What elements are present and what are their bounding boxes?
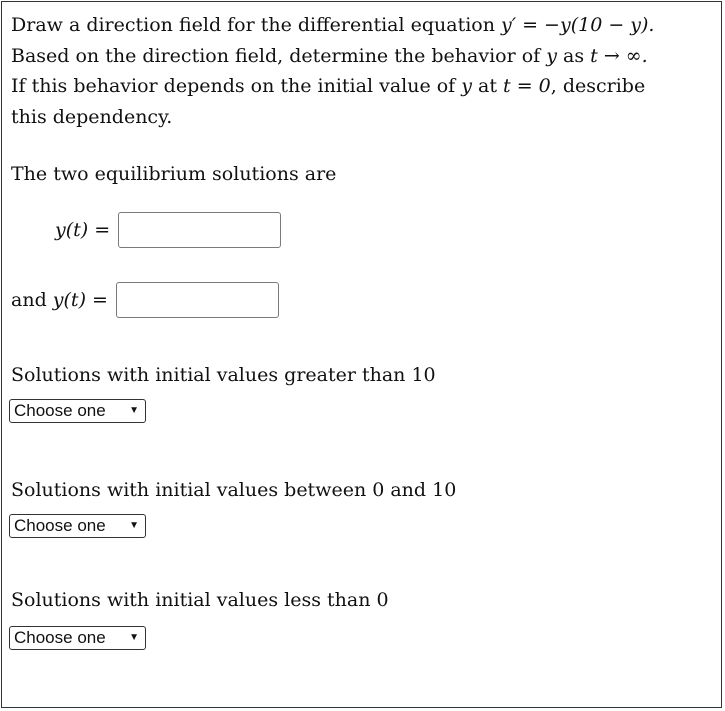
equilibrium-input-1[interactable] [118, 212, 281, 248]
dropdown-between-0-and-10[interactable] [9, 514, 146, 538]
equilibrium-label-2: and y(t) = [11, 289, 108, 311]
chevron-down-icon: ▼ [129, 632, 139, 643]
dropdown-selected-value: Choose one [14, 401, 106, 420]
equilibrium-intro: The two equilibrium solutions are [11, 163, 337, 185]
equilibrium-row-2 [11, 281, 279, 319]
question-greater-than-10: Solutions with initial values greater than 10 [11, 364, 436, 386]
chevron-down-icon: ▼ [129, 520, 139, 531]
dropdown-less-than-0[interactable] [9, 626, 146, 650]
question-between-0-and-10: Solutions with initial values between 0 and 10 [11, 479, 457, 501]
equilibrium-input-2[interactable] [116, 282, 279, 318]
problem-line-4: this dependency. [11, 105, 173, 128]
problem-line-3: If this behavior depends on the initial value of y at t = 0, describe [11, 75, 646, 97]
chevron-down-icon: ▼ [129, 405, 139, 416]
dropdown-selected-value: Choose one [14, 516, 106, 535]
dropdown-selected-value: Choose one [14, 628, 106, 647]
equilibrium-row-1 [55, 211, 281, 249]
problem-line-1: Draw a direction field for the differential equation y′ = −y(10 − y). [11, 14, 655, 36]
equation-math: y′ = −y(10 − y). [501, 14, 655, 36]
problem-statement [11, 10, 701, 132]
problem-line-2: Based on the direction field, determine the behavior of y as t → ∞. [11, 44, 648, 67]
equilibrium-label-1: y(t) = [55, 219, 111, 241]
dropdown-greater-than-10[interactable] [9, 399, 146, 423]
question-less-than-0: Solutions with initial values less than 0 [11, 589, 389, 611]
